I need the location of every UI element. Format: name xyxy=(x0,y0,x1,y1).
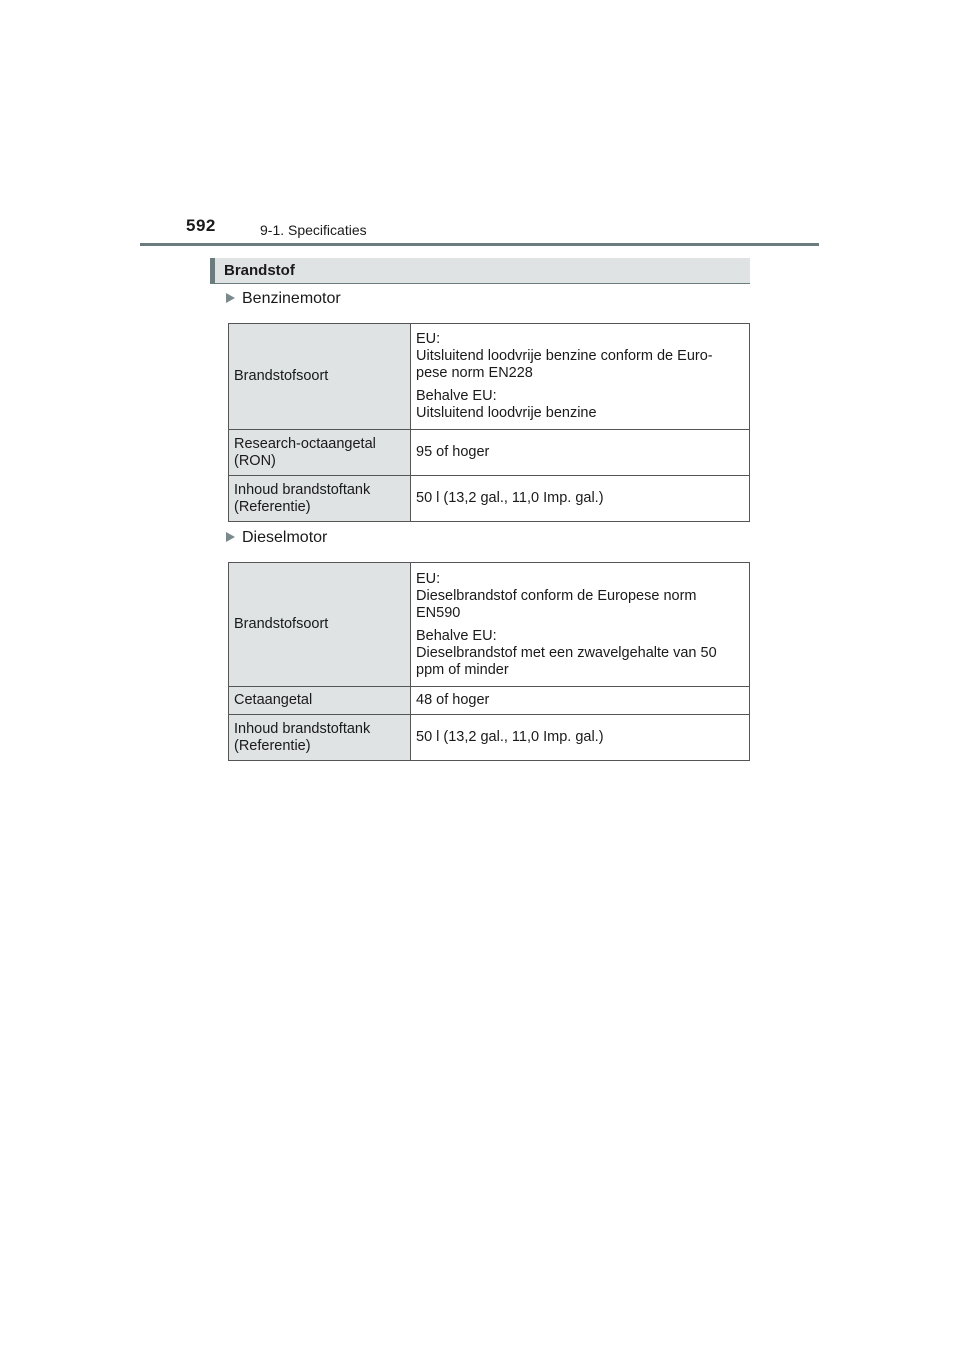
table-row xyxy=(229,430,750,476)
row-label xyxy=(229,476,411,522)
triangle-right-icon xyxy=(226,532,235,542)
page-number: 592 xyxy=(186,216,216,235)
table-row xyxy=(229,324,750,430)
heading-title: Brandstof xyxy=(224,262,295,279)
triangle-right-icon xyxy=(226,293,235,303)
text-line: Dieselbrandstof conform de Europese norm xyxy=(416,587,697,604)
heading-accent xyxy=(210,258,215,283)
row-label xyxy=(229,715,411,761)
text-line: (RON) xyxy=(234,452,276,469)
subhead-diesel xyxy=(226,529,327,547)
text-line: EN590 xyxy=(416,604,461,621)
subhead-diesel-label: Dieselmotor xyxy=(242,529,328,546)
diesel-spec-table xyxy=(228,562,750,761)
section-heading xyxy=(210,258,750,284)
value-paragraph xyxy=(416,388,741,422)
row-label: Brandstofsoort xyxy=(229,324,411,430)
subhead-gasoline-label: Benzinemotor xyxy=(242,290,341,307)
row-value xyxy=(411,324,750,430)
row-value xyxy=(411,563,750,687)
row-value: 50 l (13,2 gal., 11,0 Imp. gal.) xyxy=(411,476,750,522)
gasoline-spec-table xyxy=(228,323,750,522)
value-paragraph xyxy=(416,628,741,679)
text-line: EU: xyxy=(416,570,441,587)
text-line: Dieselbrandstof met een zwavelgehalte van 50 xyxy=(416,644,717,661)
text-line: Research-octaangetal xyxy=(234,435,376,452)
table-row xyxy=(229,476,750,522)
header-divider xyxy=(140,243,819,246)
text-line: Uitsluitend loodvrije benzine xyxy=(416,405,597,421)
text-line: Behalve EU: xyxy=(416,388,497,404)
row-label: Cetaangetal xyxy=(229,687,411,715)
text-line: (Referentie) xyxy=(234,498,311,515)
section-title: 9-1. Specificaties xyxy=(260,222,367,238)
text-line: Inhoud brandstoftank xyxy=(234,720,371,737)
text-line: pese norm EN228 xyxy=(416,365,533,381)
value-paragraph xyxy=(416,571,741,622)
text-line: EU: xyxy=(416,331,441,347)
text-line: (Referentie) xyxy=(234,737,311,754)
row-value: 48 of hoger xyxy=(411,687,750,715)
text-line: Uitsluitend loodvrije benzine conform de Euro- xyxy=(416,348,713,364)
row-label xyxy=(229,430,411,476)
value-paragraph xyxy=(416,331,741,382)
table-row xyxy=(229,687,750,715)
table-row xyxy=(229,563,750,687)
text-line: Behalve EU: xyxy=(416,627,497,644)
row-value: 50 l (13,2 gal., 11,0 Imp. gal.) xyxy=(411,715,750,761)
subhead-gasoline xyxy=(226,290,341,308)
row-value: 95 of hoger xyxy=(411,430,750,476)
text-line: ppm of minder xyxy=(416,661,509,678)
table-row xyxy=(229,715,750,761)
text-line: Inhoud brandstoftank xyxy=(234,481,371,498)
row-label: Brandstofsoort xyxy=(229,563,411,687)
